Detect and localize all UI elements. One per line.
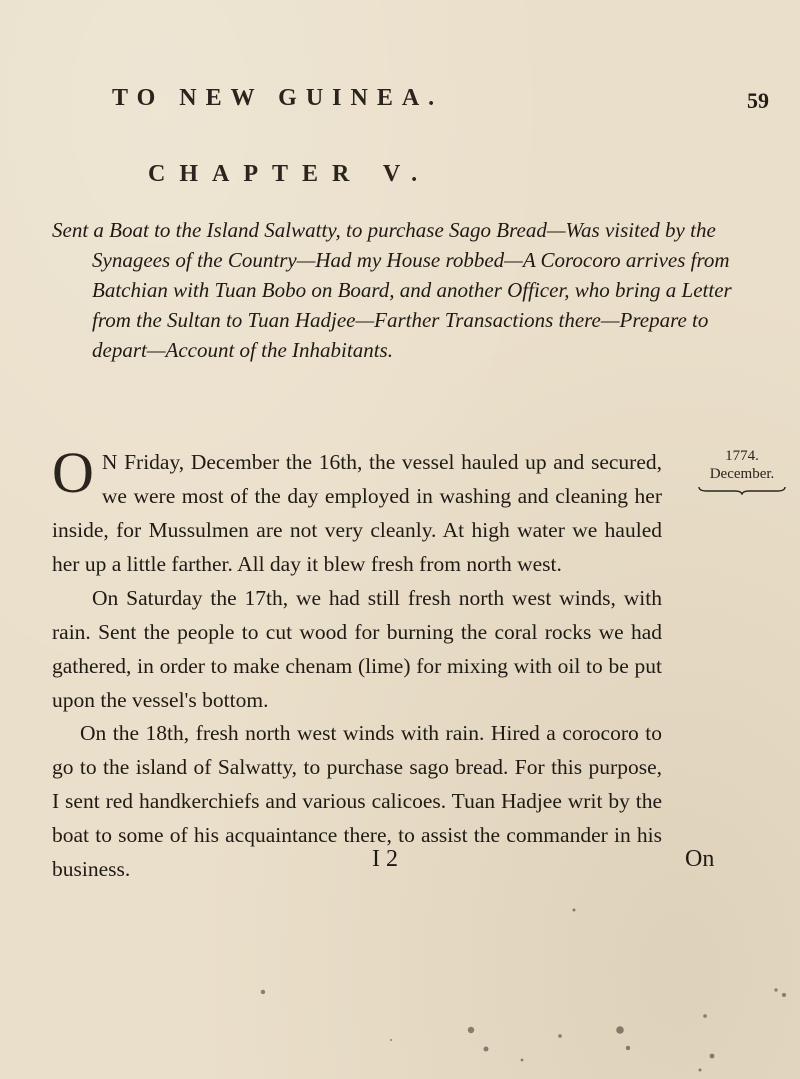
- summary-text: Sent a Boat to the Island Salwatty, to purchase Sago Bread—Was visited by the Synagees of the Country—Had my House robbed—A Corocoro arrives from Batchian with Tuan Bobo on Board, and another Officer, who bring a Letter from the Sultan to Tuan Hadjee—Farther Transactions there—Prepare to depart—Account of the Inhabitants.: [52, 218, 732, 362]
- chapter-summary: [52, 215, 752, 365]
- chapter-heading: CHAPTER V.: [148, 161, 432, 187]
- margin-month: December.: [709, 466, 775, 482]
- signature-mark: I 2: [372, 846, 398, 872]
- margin-date-note: [696, 447, 788, 495]
- paragraph-2-text: On Saturday the 17th, we had still fresh north west winds, with rain. Sent the people to cut wood for burning the coral rocks we had gathered, in order to make chenam (lime) for mixing with oil to be put upon the vessel's bottom.: [52, 586, 662, 712]
- running-title: TO NEW GUINEA.: [112, 85, 444, 111]
- margin-year: 1774.: [725, 448, 759, 464]
- catchword: On: [685, 846, 715, 872]
- paragraph-3: [52, 716, 662, 886]
- drop-cap: O: [52, 440, 94, 505]
- paragraph-3-text: On the 18th, fresh north west winds with rain. Hired a corocoro to go to the island of Salwatty, to purchase sago bread. For this purpose, I sent red handkerchiefs and various calicoes. Tuan Hadjee writ by the boat to some of his acquaintance there, to assist the commander in his business.: [52, 721, 662, 881]
- paragraph-1: [52, 440, 662, 581]
- page-number: 59: [747, 88, 769, 113]
- paragraph-2: [52, 581, 662, 717]
- paragraph-1-text: N Friday, December the 16th, the vessel hauled up and secured, we were most of the day employed in washing and cleaning her inside, for Mussulmen are not very cleanly. At high water we hauled her up a little farther. All day it blew fresh from north west.: [52, 450, 662, 576]
- brace-icon: [697, 485, 787, 495]
